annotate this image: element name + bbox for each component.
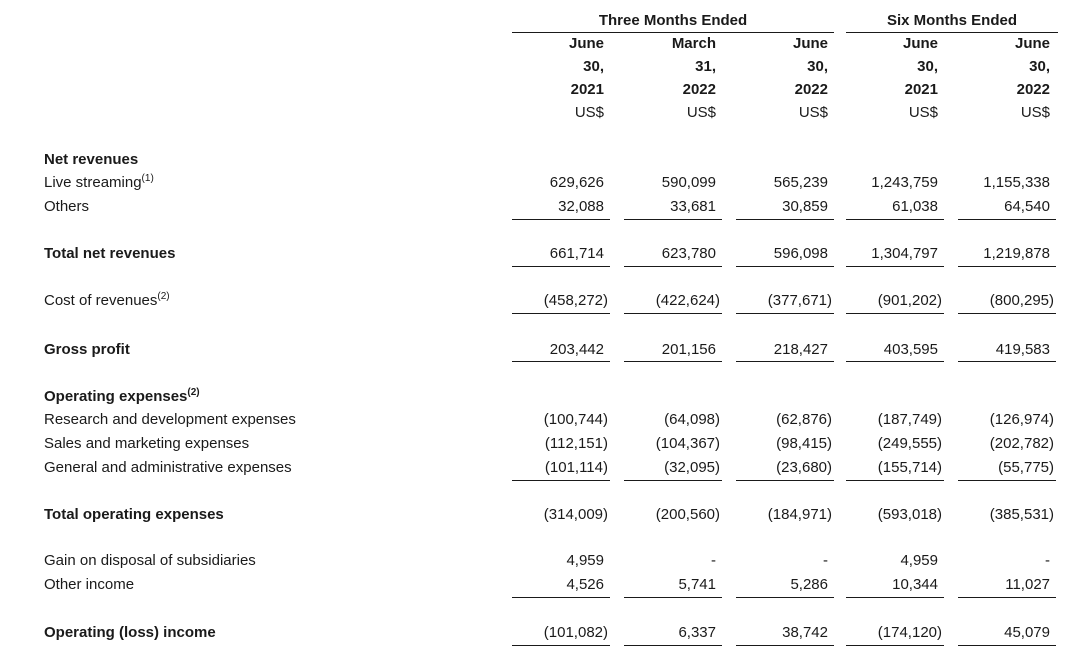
column-header: June 30, 2022 US$ [1014,35,1050,121]
row-rule [624,597,722,598]
row-rule [958,219,1056,220]
table-cell: 4,959 [566,552,604,569]
row-rule [958,361,1056,362]
row-label-research-development: Research and development expenses [44,411,296,428]
row-label-operating-income: Operating (loss) income [44,624,216,641]
table-cell: 419,583 [995,341,1050,358]
table-cell: (126,974) [989,411,1054,428]
row-rule [958,645,1056,646]
table-cell: 623,780 [661,245,716,262]
column-header: June 30, 2022 US$ [792,35,828,121]
table-cell: 1,304,797 [871,245,938,262]
table-cell: (901,202) [877,292,942,309]
table-cell: (202,782) [989,435,1054,452]
table-cell: - [1045,552,1050,569]
row-rule [624,219,722,220]
row-rule [512,645,610,646]
table-cell: (32,095) [664,459,720,476]
table-cell: 1,243,759 [871,174,938,191]
table-cell: 4,959 [900,552,938,569]
table-cell: (104,367) [655,435,720,452]
row-label-other-income: Other income [44,576,135,593]
row-label-general-admin: General and administrative expenses [44,459,292,476]
table-cell: 403,595 [883,341,938,358]
table-cell: 203,442 [549,341,604,358]
table-cell: 218,427 [773,341,828,358]
table-cell: 201,156 [661,341,716,358]
table-cell: 590,099 [661,174,716,191]
table-cell: (174,120) [877,624,942,641]
footnote-marker: (1) [141,173,154,184]
table-cell: (422,624) [655,292,720,309]
row-rule [624,480,722,481]
table-cell: 1,155,338 [983,174,1050,191]
row-rule [958,313,1056,314]
row-rule [624,266,722,267]
row-label-sales-marketing: Sales and marketing expenses [44,435,250,452]
table-cell: (385,531) [989,506,1054,523]
row-rule [512,480,610,481]
table-cell: 6,337 [678,624,716,641]
row-rule [736,266,834,267]
row-rule [512,361,610,362]
row-rule [846,645,944,646]
table-cell: (377,671) [767,292,832,309]
row-rule [512,313,610,314]
table-cell: 629,626 [549,174,604,191]
table-cell: (184,971) [767,506,832,523]
row-label-live-streaming: Live streaming$^{(1)}$ [44,173,154,191]
table-cell: (155,714) [877,459,942,476]
table-cell: 596,098 [773,245,828,262]
table-cell: 1,219,878 [983,245,1050,262]
row-label-total-operating-expenses: Total operating expenses [44,506,224,523]
table-cell: (55,775) [998,459,1054,476]
table-cell: (593,018) [877,506,942,523]
table-cell: (101,114) [544,459,608,476]
row-rule [736,480,834,481]
table-cell: (249,555) [877,435,942,452]
column-header: June 30, 2021 US$ [902,35,938,121]
row-label-net-revenues: Net revenues [44,151,139,168]
table-cell: (101,082) [543,624,608,641]
row-rule [846,480,944,481]
footnote-marker: (2) [157,291,170,302]
table-cell: (458,272) [543,292,608,309]
row-rule [958,480,1056,481]
table-cell: 661,714 [549,245,604,262]
table-cell: (100,744) [543,411,608,428]
table-cell: (112,151) [544,435,608,452]
table-cell: 64,540 [1004,198,1050,215]
row-label-operating-expenses: Operating expenses$^{(2)}$ [44,387,200,405]
row-rule [512,266,610,267]
row-rule [958,266,1056,267]
table-cell: - [711,552,716,569]
row-rule [958,597,1056,598]
row-rule [624,645,722,646]
table-cell: 32,088 [558,198,604,215]
table-cell: 5,741 [678,576,716,593]
table-cell: 4,526 [566,576,604,593]
row-rule [846,361,944,362]
header-three-months: Three Months Ended [512,10,834,33]
row-rule [624,361,722,362]
row-rule [512,597,610,598]
table-cell: 45,079 [1004,624,1050,641]
row-label-gain-disposal: Gain on disposal of subsidiaries [44,552,256,569]
table-cell: (23,680) [776,459,832,476]
table-cell: (200,560) [655,506,720,523]
table-cell: 33,681 [670,198,716,215]
table-cell: 38,742 [782,624,828,641]
row-rule [846,313,944,314]
row-rule [512,219,610,220]
row-rule [736,361,834,362]
row-rule [846,597,944,598]
column-header: March 31, 2022 US$ [671,35,716,121]
table-cell: (187,749) [877,411,942,428]
table-cell: 11,027 [1005,576,1050,593]
header-six-months: Six Months Ended [846,10,1058,33]
table-cell: (62,876) [776,411,832,428]
table-cell: 30,859 [782,198,828,215]
row-rule [736,219,834,220]
table-cell: (314,009) [543,506,608,523]
row-rule [846,266,944,267]
row-rule [736,597,834,598]
row-rule [736,645,834,646]
table-cell: 5,286 [790,576,828,593]
table-cell: - [823,552,828,569]
table-cell: (64,098) [664,411,720,428]
table-cell: (98,415) [776,435,832,452]
row-rule [846,219,944,220]
table-cell: 61,038 [892,198,938,215]
row-label-gross-profit: Gross profit [44,341,130,358]
table-cell: (800,295) [989,292,1054,309]
row-rule [624,313,722,314]
row-label-total-net-revenues: Total net revenues [44,245,176,262]
row-label-others: Others [44,198,90,215]
table-cell: 10,344 [892,576,938,593]
footnote-marker: (2) [187,387,200,398]
column-header: June 30, 2021 US$ [568,35,604,121]
row-rule [736,313,834,314]
row-label-cost-of-revenues: Cost of revenues$^{(2)}$ [44,291,170,309]
table-cell: 565,239 [773,174,828,191]
